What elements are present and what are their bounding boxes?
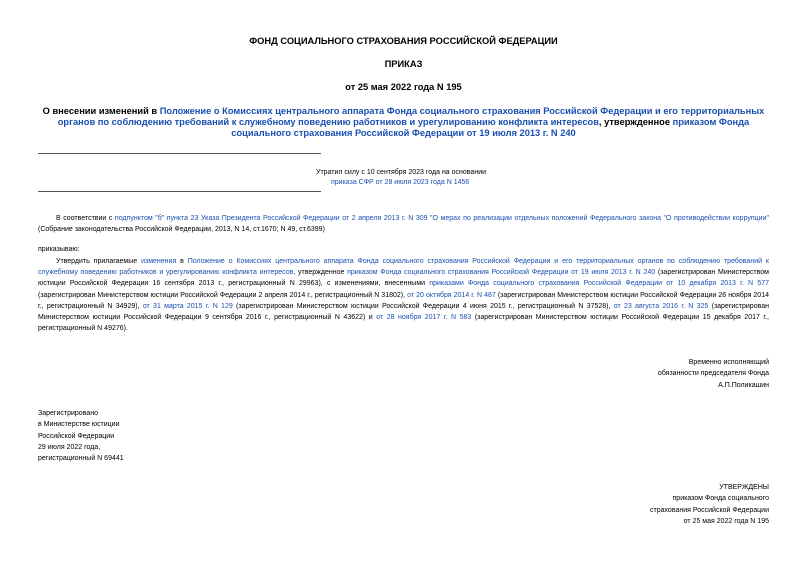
basis-paragraph: [38, 213, 769, 235]
body-text: (зарегистрирован Министерством юстиции Российской Федерации 4 июня 2015 г., регистрационный N 37528),: [232, 302, 614, 310]
signature-block: [658, 357, 769, 391]
title-link-order-240[interactable]: приказом Фонда социального страхования Российской Федерации от 19 июля 2013 г. N 240: [231, 117, 750, 139]
body-link-changes[interactable]: изменения: [141, 258, 177, 265]
body-link-order-325[interactable]: от 23 августа 2016 г. N 325: [613, 302, 709, 310]
approval-line: страхования Российской Федерации: [650, 506, 769, 514]
order-word: приказываю:: [38, 246, 80, 253]
body-link-regulation[interactable]: Положение о Комиссиях центрального аппарата Фонда социального страхования Российской Федерации и его территориальных органов по соблюдению требований к служебному поведению работников и урегулированию конфликта интересов: [38, 258, 769, 277]
status-note: [316, 168, 616, 188]
body-text: Утвердить прилагаемые: [56, 258, 142, 265]
body-text: (зарегистрирован Министерством юстиции Российской Федерации 26 ноября 2014 г., регистрационный N 34929),: [38, 291, 769, 310]
body-link-order-583[interactable]: от 28 ноября 2017 г. N 583: [376, 314, 472, 322]
body-text: (зарегистрирован Министерством юстиции Российской Федерации 9 сентября 2016 г., регистрационный N 43622) и: [38, 302, 769, 322]
divider-bottom: [38, 191, 321, 192]
approval-line: УТВЕРЖДЕНЫ: [719, 484, 769, 491]
registration-block: [38, 408, 124, 464]
body-link-order-577[interactable]: приказами Фонда социального страхования Российской Федерации от 10 декабря 2013 г. N 577: [429, 280, 769, 288]
body-link-order-487[interactable]: от 20 октября 2014 г. N 487: [407, 291, 496, 299]
basis-text-1: В соответствии с: [56, 215, 115, 222]
signature-line: Временно исполняющий: [688, 359, 769, 366]
basis-link-decree-309[interactable]: подпунктом "б" пункта 23 Указа Президента Российской Федерации от 2 апреля 2013 г. N 309 "О мерах по реализации отдельных положений Федерального закона "О противодействии коррупции": [114, 215, 769, 222]
body-text: в: [176, 258, 188, 265]
body-paragraph: [38, 256, 769, 334]
registration-line: в Министерстве юстиции: [38, 421, 120, 429]
title-link-regulation[interactable]: Положение о Комиссиях центрального аппарата Фонда социального страхования Российской Федерации и его территориальных органов по соблюдению требований к служебному поведению работников и урегулированию конфликта интересов: [57, 106, 765, 128]
status-link-order-1456[interactable]: приказа СФР от 28 июля 2023 года N 1456: [331, 179, 470, 186]
body-text: (зарегистрирован Министерством юстиции Российской Федерации 16 сентября 2013 г., регистрационный N 29963), с изменениями, внесенными: [38, 269, 769, 288]
registration-line: 29 июля 2022 года,: [38, 443, 101, 451]
body-link-order-129[interactable]: от 31 марта 2015 г. N 129: [142, 302, 233, 310]
registration-line: регистрационный N 69441: [38, 455, 124, 463]
registration-line: Зарегистрировано: [38, 410, 98, 417]
status-text: Утратил силу с 10 сентября 2023 года на основании: [316, 169, 487, 176]
body-text: , утвержденное: [293, 269, 348, 277]
org-name: ФОНД СОЦИАЛЬНОГО СТРАХОВАНИЯ РОССИЙСКОЙ ФЕДЕРАЦИИ: [249, 36, 558, 46]
approval-line: приказом Фонда социального: [672, 495, 769, 503]
doc-date-number: от 25 мая 2022 года N 195: [345, 82, 462, 92]
signature-line: обязанности председателя Фонда: [657, 370, 769, 378]
body-text: (зарегистрирован Министерством юстиции Российской Федерации 15 декабря 2017 г., регистрационный N 49276).: [38, 314, 770, 333]
approval-block: [650, 482, 769, 527]
divider-top: [38, 153, 321, 154]
approval-line: от 25 мая 2022 года N 195: [683, 517, 769, 525]
basis-text-2: (Собрание законодательства Российской Федерации, 2013, N 14, ст.1670; N 49, ст.6399): [38, 226, 325, 234]
body-link-order-240[interactable]: приказом Фонда социального страхования Российской Федерации от 19 июля 2013 г. N 240: [347, 269, 656, 277]
title-text-2: , утвержденное: [598, 117, 673, 128]
doc-type: ПРИКАЗ: [384, 59, 423, 69]
body-text: (зарегистрирован Министерством юстиции Российской Федерации 2 апреля 2014 г., регистрационный N 31802),: [38, 291, 408, 299]
title-text-1: О внесении изменений в: [42, 106, 160, 116]
registration-line: Российской Федерации: [38, 432, 115, 440]
signature-line: А.П.Поликашин: [718, 381, 769, 389]
doc-title: [38, 106, 769, 140]
